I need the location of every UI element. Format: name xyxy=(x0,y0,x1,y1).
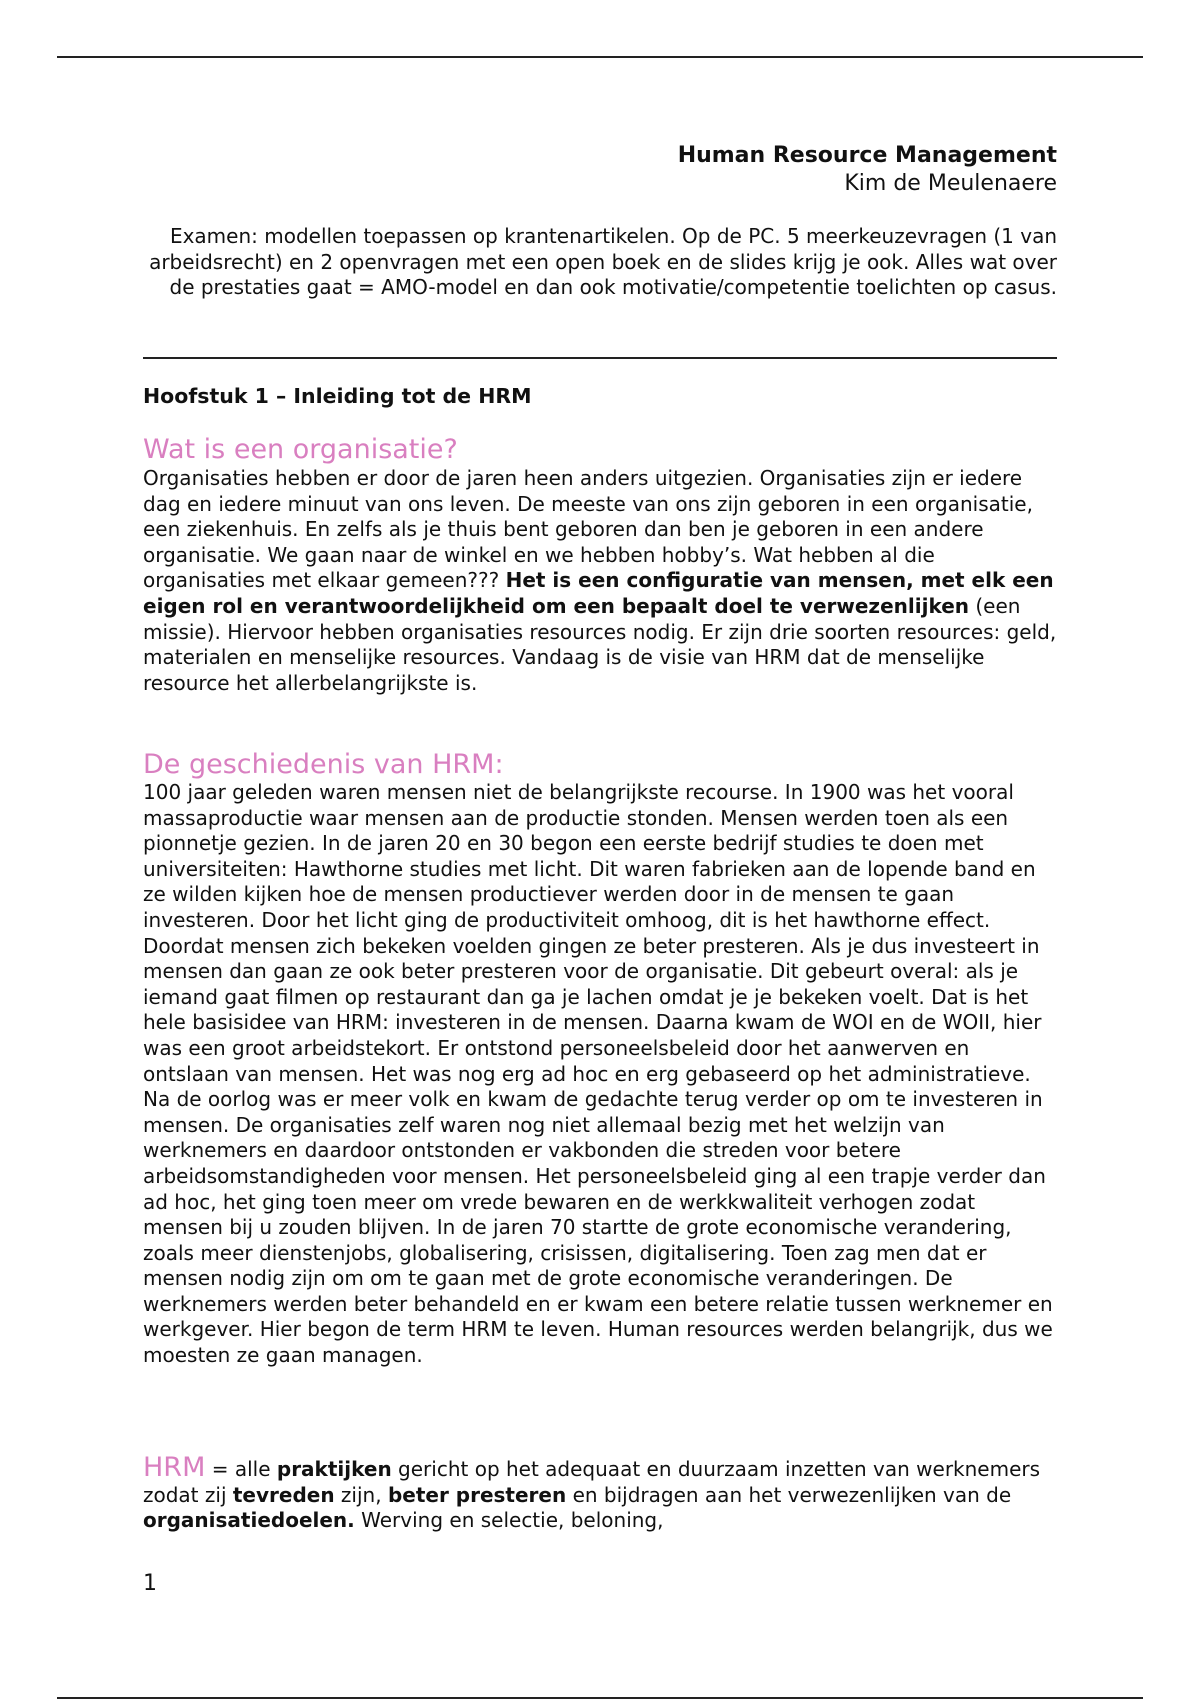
body-text: zijn, xyxy=(334,1482,388,1507)
section-body-organisatie xyxy=(143,466,1057,696)
definition-term: HRM xyxy=(143,1452,206,1483)
document-author: Kim de Meulenaere xyxy=(844,171,1057,196)
document-title: Human Resource Management xyxy=(677,143,1057,168)
bold-term: tevreden xyxy=(232,1482,335,1507)
bold-definition: Het is een configuratie van mensen, met elk een eigen rol en verantwoordelijkheid om een bepaalt doel te verwezenlijken xyxy=(143,568,1054,618)
section-heading-geschiedenis: De geschiedenis van HRM: xyxy=(143,749,504,780)
hrm-definition xyxy=(143,1452,1057,1534)
body-text: Werving en selectie, beloning, xyxy=(354,1508,664,1533)
body-text: gericht op het adequaat en duurzaam inzetten van werknemers zodat zij xyxy=(143,1457,1041,1507)
bold-term: organisatiedoelen. xyxy=(143,1508,355,1533)
body-text: Organisaties hebben er door de jaren heen anders uitgezien. Organisaties zijn er iedere dag en iedere minuut van ons leven. De meeste van ons zijn geboren in een organisatie, een ziekenhuis. En zelfs als je thuis bent geboren dan ben je geboren in een andere organisatie. We gaan naar de winkel en we hebben hobby’s. Wat hebben al die organisaties met elkaar gemeen??? xyxy=(143,466,1033,593)
top-divider xyxy=(57,56,1143,58)
exam-note: Examen: modellen toepassen op krantenartikelen. Op de PC. 5 meerkeuzevragen (1 van arbeidsrecht) en 2 openvragen met een open boek en de slides krijg je ook. Alles wat over de prestaties gaat = AMO-model en dan ook motivatie/competentie toelichten op casus. xyxy=(149,224,1057,300)
body-text: (een missie). Hiervoor hebben organisaties resources nodig. Er zijn drie soorten resources: geld, materialen en menselijke resources. Vandaag is de visie van HRM dat de menselijke resource het allerbelangrijkste is. xyxy=(143,593,1057,695)
body-text: = alle xyxy=(205,1457,277,1481)
bold-term: beter presteren xyxy=(387,1482,567,1507)
chapter-title: Hoofstuk 1 – Inleiding tot de HRM xyxy=(143,384,532,408)
body-text: en bijdragen aan het verwezenlijken van de xyxy=(566,1482,1012,1507)
bold-term: praktijken xyxy=(276,1457,392,1481)
page-number: 1 xyxy=(143,1571,157,1596)
bottom-divider xyxy=(57,1697,1143,1699)
header-divider xyxy=(143,357,1057,359)
section-heading-organisatie: Wat is een organisatie? xyxy=(143,434,458,465)
section-body-geschiedenis: 100 jaar geleden waren mensen niet de belangrijkste recourse. In 1900 was het vooral massaproductie waar mensen aan de productie stonden. Mensen werden toen als een pionnetje gezien. In de jaren 20 en 30 begon een eerste bedrijf studies te doen met universiteiten: Hawthorne studies met licht. Dit waren fabrieken aan de lopende band en ze wilden kijken hoe de mensen productiever werden door in de mensen te gaan investeren. Door het licht ging de productiviteit omhoog, dit is het hawthorne effect. Doordat mensen zich bekeken voelden gingen ze beter presteren. Als je dus investeert in mensen dan gaan ze ook beter presteren voor de organisatie. Dit gebeurt overal: als je iemand gaat filmen op restaurant dan ga je lachen omdat je je bekeken voelt. Dat is het hele basisidee van HRM: investeren in de mensen. Daarna kwam de WOI en de WOII, hier was een groot arbeidstekort. Er ontstond personeelsbeleid door het aanwerven en ontslaan van mensen. Het was nog erg ad hoc en erg gebaseerd op het administratieve. Na de oorlog was er meer volk en kwam de gedachte terug verder op om te investeren in mensen. De organisaties zelf waren nog niet allemaal bezig met het welzijn van werknemers en daardoor ontstonden er vakbonden die streden voor betere arbeidsomstandigheden voor mensen. Het personeelsbeleid ging al een trapje verder dan ad hoc, het ging toen meer om vrede bewaren en de werkkwaliteit verhogen zodat mensen bij u zouden blijven. In de jaren 70 startte de grote economische verandering, zoals meer dienstenjobs, globalisering, crisissen, digitalisering. Toen zag men dat er mensen nodig zijn om om te gaan met de grote economische veranderingen. De werknemers werden beter behandeld en er kwam een betere relatie tussen werknemer en werkgever. Hier begon de term HRM te leven. Human resources werden belangrijk, dus we moesten ze gaan managen. xyxy=(143,780,1053,1368)
